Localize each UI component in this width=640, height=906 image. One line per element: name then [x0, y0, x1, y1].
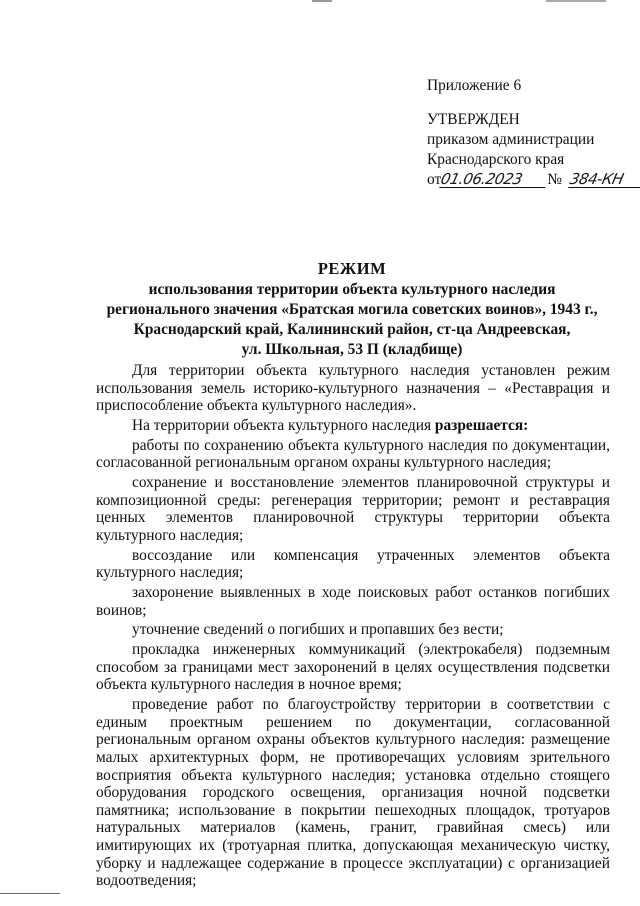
- paragraph-item: проведение работ по благоустройству территории в соответствии с единым проектным решением по документации, согласованной региональным органом охраны объектов культурного наследия: размещение малых архитектурных форм, не противоречащих условиям зрительного восприятия объекта культурного наследия; установка отдельно стоящего оборудования городского освещения, организация ночной подсветки памятника; использование в покрытии пешеходных площадок, тротуаров натуральных материалов (камень, гранит, гравийная смесь) или имитирующих их (тротуарная плитка, допускающая механическую чистку, уборку и надлежащее содержание в процессе эксплуатации) с организацией водоотведения;: [96, 696, 610, 890]
- scan-artifact-top-right: [546, 0, 606, 2]
- approval-line-2: Краснодарского края: [427, 151, 565, 168]
- title-line-1: использования территории объекта культурного наследия: [148, 281, 556, 298]
- paragraph-item: воссоздание или компенсация утраченных элементов объекта культурного наследия;: [96, 546, 610, 582]
- paragraph-item: работы по сохранению объекта культурного наследия по документации, согласованной региональным органом охраны культурного наследия;: [96, 436, 610, 472]
- attachment-label: Приложение 6: [427, 77, 522, 94]
- document-title: [96, 258, 608, 360]
- paragraph-item: прокладка инженерных коммуникаций (электрокабеля) подземным способом за границами мест захоронений в целях осуществления подсветки объекта культурного наследия в ночное время;: [96, 641, 610, 694]
- title-line-3: Краснодарский край, Калининский район, ст-ца Андреевская,: [133, 321, 571, 338]
- paragraph-regime: Для территории объекта культурного наследия установлен режим использования земель историко-культурного назначения – «Реставрация и приспособление объекта культурного наследия».: [96, 362, 610, 415]
- paragraph-item: захоронение выявленных в ходе поисковых работ останков погибших воинов;: [96, 584, 610, 619]
- title-head: РЕЖИМ: [317, 259, 387, 278]
- approved-label: УТВЕРЖДЕН: [427, 111, 520, 128]
- paragraph-allowed-intro: [96, 417, 610, 435]
- scan-artifact-bottom: [0, 893, 60, 894]
- number-label: №: [547, 171, 562, 188]
- from-label: от: [427, 171, 442, 188]
- title-line-2: регионального значения «Братская могила советских воинов», 1943 г.,: [106, 301, 598, 318]
- scan-artifact-top: [312, 0, 332, 2]
- paragraph-item: уточнение сведений о погибших и пропавших без вести;: [132, 621, 504, 639]
- document-body: [96, 362, 610, 892]
- approval-line-1: приказом администрации: [427, 131, 595, 148]
- order-line: [427, 170, 627, 190]
- allowed-intro-text: На территории объекта культурного наследия: [132, 416, 435, 434]
- approval-block: [427, 76, 627, 190]
- handwritten-number: 384-КН: [568, 171, 640, 188]
- allowed-keyword: разрешается:: [434, 416, 529, 434]
- title-line-4: ул. Школьная, 53 П (кладбище): [241, 341, 463, 358]
- paragraph-item: сохранение и восстановление элементов планировочной структуры и композиционной среды: регенерация территории; ремонт и реставрация ценных элементов планировочной структуры территории объекта культурного наследия;: [96, 474, 610, 544]
- handwritten-date: 01.06.2023: [439, 171, 549, 188]
